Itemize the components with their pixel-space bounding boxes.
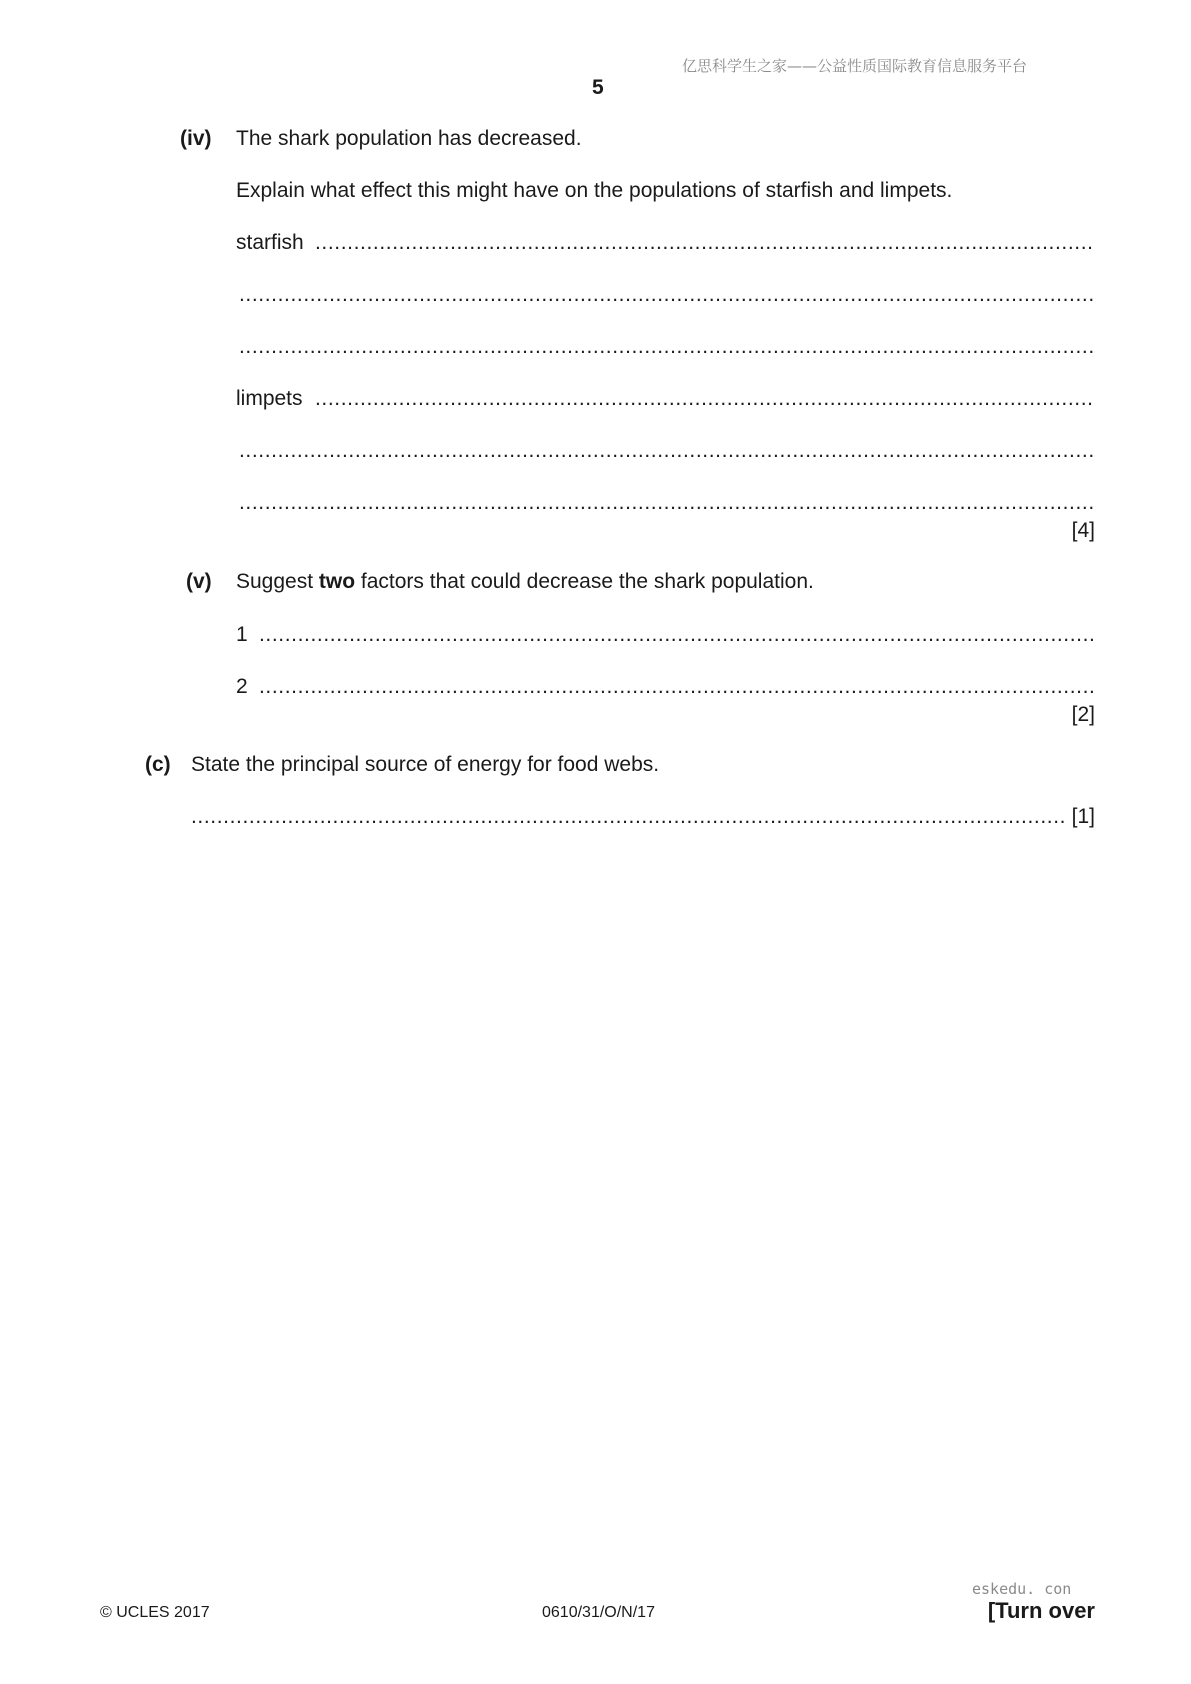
question-v-text: [236, 569, 814, 595]
question-c-label: (c): [145, 753, 171, 776]
footer-paper-code: 0610/31/O/N/17: [542, 1604, 655, 1621]
factor-1-label: 1: [236, 623, 248, 646]
limpets-answer-line-1[interactable]: [315, 386, 1095, 412]
question-v-text-end: factors that could decrease the shark population.: [355, 570, 814, 593]
question-iv-label: (iv): [180, 127, 212, 150]
starfish-answer-line-2[interactable]: [239, 282, 1095, 308]
limpets-answer-line-2[interactable]: [239, 438, 1095, 464]
starfish-label: starfish: [236, 231, 304, 254]
question-iv-statement: The shark population has decreased.: [236, 127, 582, 150]
factor-2-answer-line[interactable]: [259, 674, 1095, 700]
turn-over: [Turn over: [987, 1598, 1095, 1623]
footer-site-watermark: eskedu. con: [972, 1580, 1072, 1598]
limpets-label: limpets: [236, 387, 303, 410]
question-c-answer-line[interactable]: [191, 804, 1067, 830]
question-c-marks: [1]: [1071, 805, 1095, 828]
page-number: 5: [592, 76, 604, 99]
limpets-answer-line-3[interactable]: [239, 490, 1095, 516]
question-iv-marks: [4]: [1071, 519, 1095, 542]
footer-copyright: © UCLES 2017: [100, 1604, 210, 1621]
header-watermark: 亿思科学生之家——公益性质国际教育信息服务平台: [682, 57, 1028, 75]
question-v-text-start: Suggest: [236, 570, 319, 593]
question-v-marks: [2]: [1071, 703, 1095, 726]
starfish-answer-line-3[interactable]: [239, 334, 1095, 360]
question-v-emphasis: two: [318, 570, 356, 593]
factor-2-label: 2: [236, 675, 248, 698]
question-iv-instruction: Explain what effect this might have on the populations of starfish and limpets.: [236, 179, 953, 202]
question-v-label: (v): [186, 570, 212, 593]
factor-1-answer-line[interactable]: [259, 622, 1095, 648]
question-c-text: State the principal source of energy for food webs.: [191, 753, 660, 776]
starfish-answer-line-1[interactable]: [315, 230, 1095, 256]
